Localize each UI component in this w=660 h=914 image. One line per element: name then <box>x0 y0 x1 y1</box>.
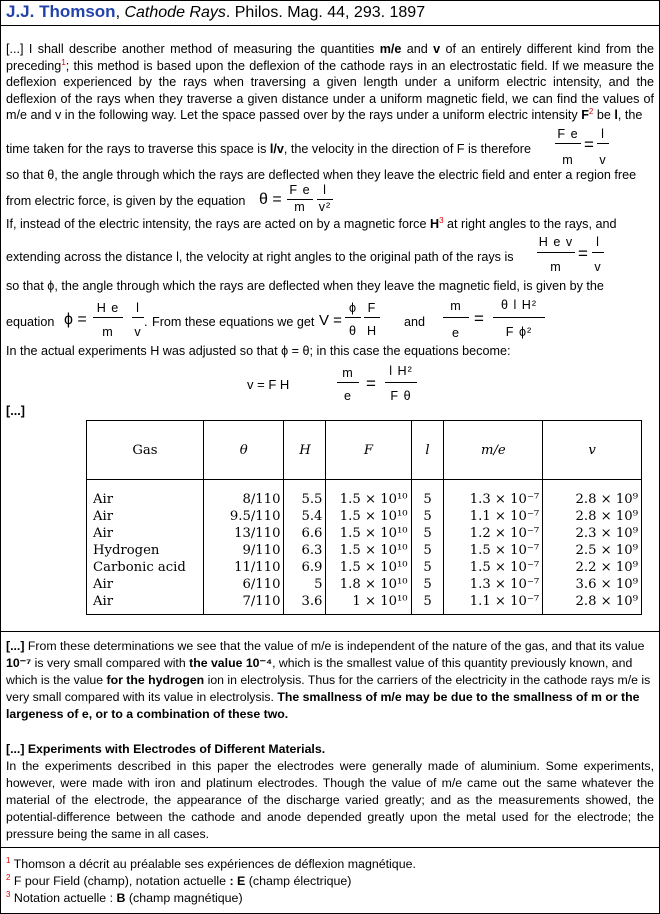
theta-equation-label: from electric force, is given by the equation <box>6 194 246 208</box>
col-v: v <box>543 421 642 480</box>
table-data-block <box>87 480 642 615</box>
document-page: J.J. Thomson, Cathode Rays. Philos. Mag. 44, 293. 1897 [...] I shall describe another method of measuring the quantities m/e and v of an entirely different kind from the preceding$^1$; this method is based upon the deflexion of the cathode rays in an electrostatic field. If we measure the deflexion experienced by the rays when traversing a given length under a uniform electric intensity, and the deflexion of the rays when they traverse a given distance under a uniform magnetic field, we can find the values of m/e and v in the following way. Let the space passed over by the rays under a uniform electric intensity $F^2$ be l, the time taken for the rays to traverse this space is l/v, the velocity in the direction of F is therefore F e m = l v so that θ, the angle through which the rays are deflected when they leave the electric field and enter a region free from electric force, is given by the equation θ = F e m l v² If, instead of the electric intensity, the rays are acted on by a magnetic force $H^3$ at right angles to the rays, and extending across the distance l, the velocity at right angles to the original path of the rays is H e v m = l v so that ϕ, the angle through which the rays are deflected when they leave the magnetic field, is given by the equation ϕ = H e m l v . From these equations we get V = ϕ θ F H and m e = θ l H² F ϕ² In the actual experiments H was adjusted so that ϕ = θ; in this case the equations become: v = F H m e = l H² F θ [...] Gas θ H F l m/e v Air Air Air Hydrogen Carbonic acid Air Air 8/110 9.5/110 13/110 9/110 11/110 6/110 7/110 5.5 5.4 6.6 6.3 6.9 5 3.6 1.5 × 10¹⁰ 1.5 × 10¹⁰ 1.5 × 10¹⁰ 1.5 × 10¹⁰ 1.5 × 10¹⁰ 1.8 × 10¹⁰ 1 × 10¹⁰ 5 5 5 5 5 5 5 1.3 × 10⁻⁷ 1.1 × 10⁻⁷ 1.2 × 10⁻⁷ 1.5 × 10⁻⁷ 1.5 × 10⁻⁷ 1.3 × 10⁻⁷ 1.1 × 10⁻⁷ 2.8 × 10⁹ 2.8 × 10⁹ 2.3 × 10⁹ 2.5 × 10⁹ 2.2 × 10⁹ 3.6 × 10⁹ 2.8 × 10⁹ [...] From these determinations we see that the value of m/e is independent of the nature of the gas, and that its value 10⁻⁷ is very small compared with the value 10⁻⁴, which is the smallest value of this quantity previously known, and which is the value for the hydrogen ion in electrolysis. Thus for the carriers of the electricity in the cathode rays m/e is very small compared with its value in electrolysis. The smallness of m/e may be due to the smallness of m or the largeness of e, or to a combination of these two. [...] Experiments with Electrodes of Different Materials. In the experiments described in this paper the electrodes were generally made of aluminium. Some experiments, however, were made with iron and platinum electrodes. Though the value of m/e came out the same whatever the material of the electrode, the appearance of the discharge varied greatly; and as the measurements showed, the potential-difference between the cathode and anode depended greatly upon the metal used for the electrode; the pressure being the same in all cases. $^1$ Thomson a décrit au préalable ses expériences de déflexion magnétique. $^2$ F pour Field (champ), notation actuelle : E (champ électrique) $^3$ Notation actuelle : B (champ magnétique) <box>0 0 660 914</box>
header-divider <box>1 25 659 26</box>
author-name: J.J. Thomson <box>6 2 116 21</box>
phi-lhs: ϕ = <box>64 311 87 328</box>
footnote-ref-2[interactable]: 2 <box>588 106 594 116</box>
footnote-ref-1[interactable]: 1 <box>61 57 66 67</box>
footnote-ref-3[interactable]: 3 <box>439 215 444 225</box>
electrodes-body: In the experiments described in this paper the electrodes were generally made of aluminium. Some experiments, however, were made with iron and platinum electrodes. Though the value of m/e came out the same whatever the material of the electrode, the appearance of the discharge varied greatly; and as the measurements showed, the potential-difference between the cathode and anode depended greatly upon the metal used for the electrode; the pressure being the same in all cases. <box>6 759 654 841</box>
article-reference: . Philos. Mag. 44, 293. 1897 <box>225 4 426 21</box>
magnetic-intro: If, instead of the electric intensity, the rays are acted on by a magnetic force $H^3$ at right angles to the rays, and <box>6 215 617 231</box>
section-divider-1 <box>1 631 659 632</box>
intro-paragraph: [...] I shall describe another method of measuring the quantities m/e and v of an entirely different kind from the preceding$^1$; this method is based upon the deflexion of the cathode rays in an electrostatic field. If we measure the deflexion experienced by the rays when traversing a given length under a uniform electric intensity, and the deflexion of the rays when they traverse a given distance under a uniform magnetic field, we can find the values of m/e and v in the following way. Let the space passed over by the rays under a uniform electric intensity $F^2$ be l, the <box>6 42 654 122</box>
eq-equals: = <box>584 135 594 154</box>
ellipsis-marker: [...] <box>6 404 25 418</box>
footnote-divider <box>1 847 659 848</box>
header-title: J.J. Thomson, Cathode Rays. Philos. Mag. 44, 293. 1897 <box>6 2 426 21</box>
theta-lhs: θ = <box>259 191 282 208</box>
col-gas: Gas <box>87 421 204 480</box>
electrodes-heading: [...] Experiments with Electrodes of Different Materials. <box>6 742 326 756</box>
eq-fe-num: F e <box>557 127 579 141</box>
theta-cells: 8/110 9.5/110 13/110 9/110 11/110 6/110 7/110 <box>203 480 284 615</box>
footnote-2: $^2$ F pour Field (champ), notation actuelle : E (champ électrique) <box>6 872 352 888</box>
velocity-line: extending across the distance l, the velocity at right angles to the original path of the rays is <box>6 250 514 264</box>
footnote-3: $^3$ Notation actuelle : B (champ magnétique) <box>6 889 243 905</box>
me-cells: 1.3 × 10⁻⁷ 1.1 × 10⁻⁷ 1.2 × 10⁻⁷ 1.5 × 10⁻⁷ 1.5 × 10⁻⁷ 1.3 × 10⁻⁷ 1.1 × 10⁻⁷ <box>444 480 543 615</box>
col-me: m/e <box>444 421 543 480</box>
col-l: l <box>411 421 444 480</box>
v-lhs: V = <box>319 312 342 329</box>
f-cells: 1.5 × 10¹⁰ 1.5 × 10¹⁰ 1.5 × 10¹⁰ 1.5 × 10¹⁰ 1.5 × 10¹⁰ 1.8 × 10¹⁰ 1 × 10¹⁰ <box>326 480 411 615</box>
experiments-line: In the actual experiments H was adjusted so that ϕ = θ; in this case the equations become: <box>6 344 511 358</box>
article-title: Cathode Rays <box>124 4 226 21</box>
measurement-table <box>86 420 642 615</box>
col-theta: θ <box>203 421 284 480</box>
eq-l-bar <box>597 143 609 144</box>
eq-l-num: l <box>601 127 605 141</box>
eq-fe-den: m <box>562 153 574 167</box>
v-cells: 2.8 × 10⁹ 2.8 × 10⁹ 2.3 × 10⁹ 2.5 × 10⁹ 2.2 × 10⁹ 3.6 × 10⁹ 2.8 × 10⁹ <box>543 480 642 615</box>
footnote-1: $^1$ Thomson a décrit au préalable ses expériences de déflexion magnétique. <box>6 855 416 871</box>
electrodes-section <box>6 741 654 843</box>
eq-v-den: v <box>599 153 607 167</box>
conclusion-paragraph: [...] From these determinations we see that the value of m/e is independent of the nature of the gas, and that its value 10⁻⁷ is very small compared with the value 10⁻⁴, which is the smallest value of this quantity previously known, and which is the value for the hydrogen ion in electrolysis. Thus for the carriers of the electricity in the cathode rays m/e is very small compared with its value in electrolysis. The smallness of m/e may be due to the smallness of m or the largeness of e, or to a combination of these two. <box>6 639 651 721</box>
equation-label: equation <box>6 315 55 329</box>
phi-intro: so that ϕ, the angle through which the rays are deflected when they leave the magnetic field, is given by the <box>6 279 604 293</box>
and-word: and <box>404 315 426 329</box>
from-these: From these equations we get <box>152 315 315 329</box>
col-h: H <box>284 421 326 480</box>
theta-intro: so that θ, the angle through which the rays are deflected when they leave the electric field and enter a region free <box>6 168 637 182</box>
table-header-row <box>87 421 642 480</box>
gas-cells: Air Air Air Hydrogen Carbonic acid Air Air <box>87 480 204 615</box>
l-cells: 5 5 5 5 5 5 5 <box>411 480 444 615</box>
final-v-equation: v = F H <box>247 377 290 392</box>
time-line: time taken for the rays to traverse this space is l/v, the velocity in the direction of F is therefore <box>6 142 532 156</box>
h-cells: 5.5 5.4 6.6 6.3 6.9 5 3.6 <box>284 480 326 615</box>
eq-fe-bar <box>555 143 581 144</box>
col-f: F <box>326 421 411 480</box>
